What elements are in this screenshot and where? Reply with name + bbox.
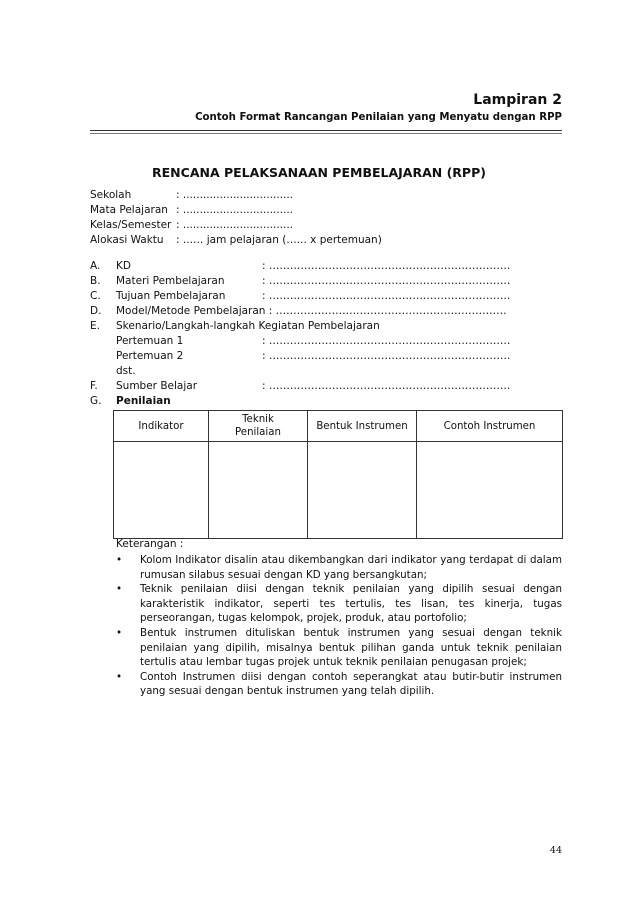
item-value: : …………………………………………………………… bbox=[262, 335, 511, 347]
note-text: Bentuk instrumen dituliskan bentuk instrumen yang sesuai dengan teknik penilaian yang dipilih, misalnya bentuk pilihan ganda untuk teknik penilaian tertulis atau lembar tugas projek untuk teknik penilaian penugasan projek; bbox=[140, 626, 562, 669]
item-letter: C. bbox=[90, 290, 101, 302]
item-letter: D. bbox=[90, 305, 102, 317]
note-text: Contoh Instrumen diisi dengan contoh seperangkat atau butir-butir instrumen yang sesuai dengan bentuk instrumen yang telah dipilih. bbox=[140, 670, 562, 698]
identity-label: Sekolah bbox=[90, 189, 132, 201]
identity-row-alokasi bbox=[90, 233, 382, 248]
identity-label: Mata Pelajaran bbox=[90, 204, 168, 216]
identity-label: Kelas/Semester bbox=[90, 219, 172, 231]
header-contoh-instrumen: Contoh Instrumen bbox=[417, 411, 563, 442]
item-label: Tujuan Pembelajaran bbox=[116, 290, 226, 302]
item-label: Pertemuan 2 bbox=[116, 350, 184, 362]
identity-value: : ................................. bbox=[176, 219, 294, 231]
identity-row-mapel bbox=[90, 203, 293, 218]
page-number: 44 bbox=[549, 845, 562, 856]
list-item bbox=[116, 670, 562, 699]
document-title: RENCANA PELAKSANAAN PEMBELAJARAN (RPP) bbox=[152, 165, 486, 180]
item-value: : …………………………………………………………… bbox=[262, 290, 511, 302]
identity-value: : ................................. bbox=[176, 189, 294, 201]
note-text: Teknik penilaian diisi dengan teknik penilaian yang dipilih sesuai dengan karakteristik indikator, seperti tes tertulis, tes lisan, tes kinerja, tugas perseorangan, tugas kelompok, projek, produk, atau portofolio; bbox=[140, 583, 562, 625]
item-letter: G. bbox=[90, 395, 102, 407]
list-item bbox=[116, 582, 562, 626]
item-value: : …………………………………………………………… bbox=[262, 260, 511, 272]
item-label: Skenario/Langkah-langkah Kegiatan Pembelajaran bbox=[116, 320, 380, 332]
identity-value: : ................................. bbox=[176, 204, 294, 216]
item-label: Penilaian bbox=[116, 395, 171, 407]
header-bentuk-instrumen: Bentuk Instrumen bbox=[308, 411, 417, 442]
notes-title: Keterangan : bbox=[116, 538, 184, 550]
item-letter: A. bbox=[90, 260, 101, 272]
item-label: Model/Metode Pembelajaran : ………………………………………………………… bbox=[116, 305, 507, 317]
header-teknik: Teknik bbox=[242, 414, 274, 425]
list-item bbox=[116, 626, 562, 670]
item-label: KD bbox=[116, 260, 131, 272]
assessment-table bbox=[113, 410, 563, 539]
notes-list bbox=[116, 553, 562, 699]
identity-row-sekolah bbox=[90, 188, 293, 203]
item-label: Materi Pembelajaran bbox=[116, 275, 225, 287]
item-letter: B. bbox=[90, 275, 101, 287]
bullet-icon: • bbox=[116, 670, 123, 683]
item-label: Pertemuan 1 bbox=[116, 335, 184, 347]
bullet-icon: • bbox=[116, 554, 123, 566]
header-indikator: Indikator bbox=[114, 411, 209, 442]
table-cell[interactable] bbox=[209, 442, 308, 539]
bullet-icon: • bbox=[116, 583, 123, 596]
list-item bbox=[116, 553, 562, 582]
table-header-row bbox=[114, 411, 563, 442]
appendix-label: Lampiran 2 bbox=[473, 92, 562, 108]
item-letter: E. bbox=[90, 320, 100, 332]
header-teknik-penilaian bbox=[209, 411, 308, 442]
header-penilaian: Penilaian bbox=[235, 427, 281, 438]
table-cell[interactable] bbox=[308, 442, 417, 539]
item-value: : …………………………………………………………… bbox=[262, 350, 511, 362]
table-row bbox=[114, 442, 563, 539]
note-text: Kolom Indikator disalin atau dikembangkan dari indikator yang terdapat di dalam rumusan silabus sesuai dengan KD yang bersangkutan; bbox=[140, 554, 562, 581]
table-cell[interactable] bbox=[114, 442, 209, 539]
bullet-icon: • bbox=[116, 626, 123, 639]
appendix-subtitle: Contoh Format Rancangan Penilaian yang Menyatu dengan RPP bbox=[195, 112, 562, 123]
item-value: : …………………………………………………………… bbox=[262, 380, 511, 392]
identity-value: : ..…. jam pelajaran (…... x pertemuan) bbox=[176, 234, 382, 246]
header-rule-thin bbox=[90, 133, 562, 134]
identity-label: Alokasi Waktu bbox=[90, 234, 164, 246]
table-cell[interactable] bbox=[417, 442, 563, 539]
header-rule-thick bbox=[90, 130, 562, 131]
item-label: dst. bbox=[116, 365, 136, 377]
item-label: Sumber Belajar bbox=[116, 380, 198, 392]
item-value: : …………………………………………………………… bbox=[262, 275, 511, 287]
item-letter: F. bbox=[90, 380, 98, 392]
identity-row-kelas bbox=[90, 218, 293, 233]
